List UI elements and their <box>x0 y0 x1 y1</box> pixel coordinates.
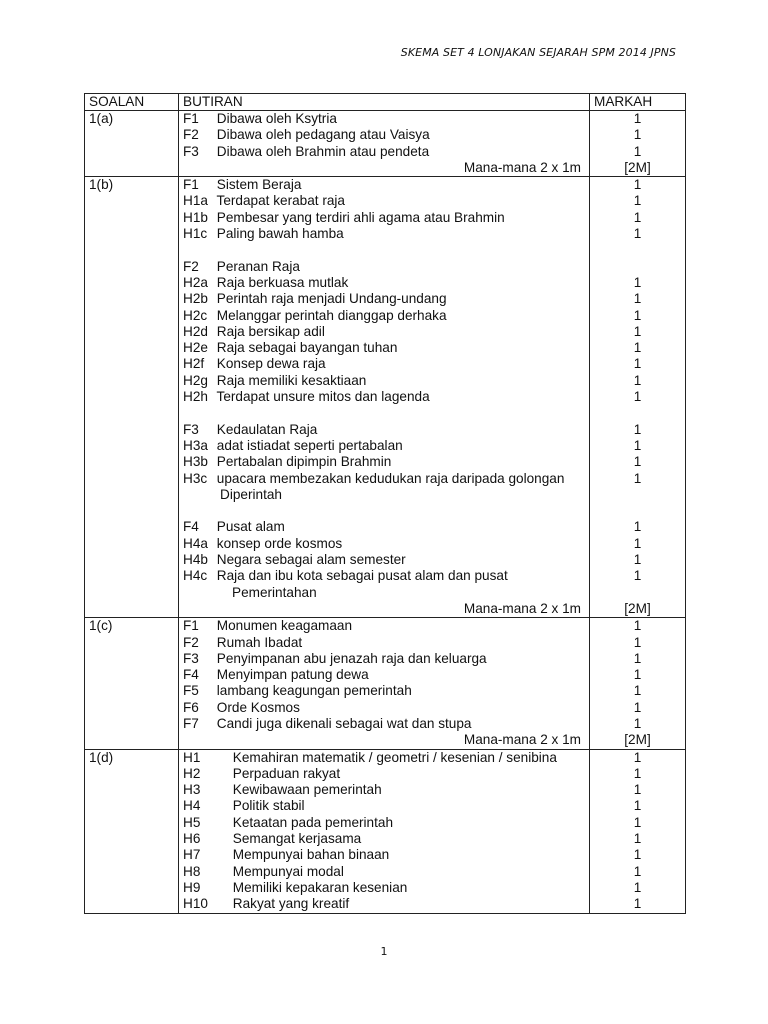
marks <box>590 618 686 749</box>
answer-line <box>183 896 585 912</box>
answer-code: F3 <box>183 421 199 437</box>
answer-text: Raja sebagai bayangan tuhan <box>216 340 398 356</box>
answer-code: F2 <box>183 127 199 143</box>
answer-code: H4 <box>183 798 201 814</box>
mark-value: 1 <box>633 552 642 568</box>
answer-line <box>183 618 585 634</box>
mark-value: 1 <box>633 356 642 372</box>
mark-value: 1 <box>633 454 642 470</box>
answer-text: Raja memiliki kesaktiaan <box>216 372 367 388</box>
total-mark: [2M] <box>624 732 651 748</box>
answer-code: H2b <box>183 291 208 307</box>
answer-text: Dibawa oleh Ksytria <box>216 111 337 126</box>
answer-code: F5 <box>183 683 199 699</box>
answer-line <box>183 815 585 831</box>
mark-value: 1 <box>633 847 642 863</box>
answer-code: H5 <box>183 814 201 830</box>
answer-code: H8 <box>183 863 201 879</box>
mark-value: 1 <box>633 340 642 356</box>
mark-value: 1 <box>633 782 642 798</box>
answer-details <box>179 111 590 177</box>
answer-line <box>183 864 585 880</box>
answer-code: F2 <box>183 258 199 274</box>
answer-line <box>183 291 585 307</box>
answer-details <box>179 177 590 618</box>
answer-text: Orde Kosmos <box>216 699 300 715</box>
answer-code: F2 <box>183 634 199 650</box>
mark-summary: Mana-mana 2 x 1m <box>463 732 581 748</box>
answer-line <box>183 275 585 291</box>
answer-text: konsep orde kosmos <box>216 535 343 551</box>
mark-value: 1 <box>633 437 642 453</box>
answer-code: H2e <box>183 340 208 356</box>
mark-value: 1 <box>633 634 642 650</box>
mark-value: 1 <box>633 274 642 290</box>
column-header-butiran: BUTIRAN <box>179 94 590 111</box>
answer-line <box>183 226 585 242</box>
answer-line <box>183 324 585 340</box>
mark-value: 1 <box>633 389 642 405</box>
answer-code: F4 <box>183 667 199 683</box>
answer-line <box>183 700 585 716</box>
answer-line <box>183 111 585 127</box>
answer-code: H2h <box>183 389 208 405</box>
answer-line <box>183 552 585 568</box>
total-mark: [2M] <box>624 600 651 616</box>
answer-text: Raja bersikap adil <box>216 323 325 339</box>
question-label: 1(a) <box>85 111 179 177</box>
mark-value: 1 <box>633 715 642 731</box>
answer-line <box>183 568 585 584</box>
marking-scheme-table <box>84 93 686 914</box>
answer-code: F3 <box>183 650 199 666</box>
answer-line <box>183 454 585 470</box>
answer-line <box>183 177 585 193</box>
answer-line <box>183 340 585 356</box>
answer-line <box>183 750 585 766</box>
answer-code: H2a <box>183 274 208 290</box>
mark-value: 1 <box>633 650 642 666</box>
answer-text: lambang keagungan pemerintah <box>216 683 412 699</box>
answer-text: Penyimpanan abu jenazah raja dan keluarga <box>216 650 487 666</box>
answer-code: H3c <box>183 470 208 486</box>
mark-summary: Mana-mana 2 x 1m <box>463 159 581 175</box>
question-row-1c <box>85 618 686 749</box>
answer-text: Kedaulatan Raja <box>216 421 318 437</box>
answer-code: H2d <box>183 323 208 339</box>
mark-value: 1 <box>633 291 642 307</box>
question-label: 1(d) <box>85 749 179 913</box>
mark-value: 1 <box>633 683 642 699</box>
table-header-row <box>85 94 686 111</box>
answer-code: F1 <box>183 177 199 193</box>
answer-text: Kewibawaan pemerintah <box>232 782 382 798</box>
answer-continuation: Diperintah <box>220 486 282 502</box>
mark-value: 1 <box>633 798 642 814</box>
answer-line <box>183 373 585 389</box>
answer-text: Raja dan ibu kota sebagai pusat alam dan pusat <box>216 568 508 584</box>
mark-value: 1 <box>633 143 642 159</box>
question-row-1a <box>85 111 686 177</box>
mark-value: 1 <box>633 177 642 193</box>
answer-line <box>183 127 585 143</box>
answer-text: Terdapat kerabat raja <box>216 193 345 209</box>
answer-code: H1 <box>183 749 201 765</box>
answer-details <box>179 749 590 913</box>
answer-line <box>183 880 585 896</box>
marks <box>590 749 686 913</box>
mark-value: 1 <box>633 765 642 781</box>
answer-line <box>183 683 585 699</box>
mark-value: 1 <box>633 618 642 634</box>
mark-value: 1 <box>633 307 642 323</box>
marks <box>590 177 686 618</box>
answer-code: H7 <box>183 847 201 863</box>
mark-value: 1 <box>633 193 642 209</box>
answer-line <box>183 651 585 667</box>
mark-value: 1 <box>633 879 642 895</box>
answer-code: H4c <box>183 568 208 584</box>
answer-text: Pertabalan dipimpin Brahmin <box>216 454 392 470</box>
mark-value: 1 <box>633 470 642 486</box>
column-header-markah: MARKAH <box>590 94 686 111</box>
answer-text: Memiliki kepakaran kesenian <box>232 879 408 895</box>
answer-code: H2g <box>183 372 208 388</box>
answer-code: H3b <box>183 454 208 470</box>
answer-code: H4a <box>183 535 208 551</box>
question-row-1d <box>85 749 686 913</box>
mark-summary: Mana-mana 2 x 1m <box>463 600 581 616</box>
mark-value: 1 <box>633 831 642 847</box>
question-label: 1(c) <box>85 618 179 749</box>
answer-line <box>183 438 585 454</box>
document-header: SKEMA SET 4 LONJAKAN SEJARAH SPM 2014 JPNS <box>400 46 676 59</box>
answer-code: F4 <box>183 519 199 535</box>
answer-text: Raja berkuasa mutlak <box>216 274 349 290</box>
answer-text: Rumah Ibadat <box>216 634 303 650</box>
answer-code: H10 <box>183 896 208 912</box>
answer-text: Monumen keagamaan <box>216 618 353 634</box>
answer-text: Negara sebagai alam semester <box>216 552 406 568</box>
answer-line <box>183 308 585 324</box>
answer-text: Terdapat unsure mitos dan lagenda <box>216 389 430 405</box>
mark-value: 1 <box>633 111 642 126</box>
answer-text: upacara membezakan kedudukan raja daripada golongan <box>216 470 565 486</box>
mark-value: 1 <box>633 421 642 437</box>
answer-line <box>183 766 585 782</box>
answer-text: Peranan Raja <box>216 258 300 274</box>
answer-code: H3a <box>183 437 208 453</box>
answer-details <box>179 618 590 749</box>
answer-line <box>183 259 585 275</box>
mark-value: 1 <box>633 863 642 879</box>
answer-text: adat istiadat seperti pertabalan <box>216 437 403 453</box>
answer-text: Paling bawah hamba <box>216 226 344 242</box>
answer-code: F6 <box>183 699 199 715</box>
answer-line <box>183 210 585 226</box>
mark-value: 1 <box>633 519 642 535</box>
answer-line <box>183 847 585 863</box>
answer-line <box>183 519 585 535</box>
answer-line <box>183 716 585 732</box>
answer-code: H2c <box>183 307 208 323</box>
answer-text: Perintah raja menjadi Undang-undang <box>216 291 447 307</box>
answer-code: H9 <box>183 879 201 895</box>
answer-line <box>183 635 585 651</box>
answer-line <box>183 471 585 487</box>
mark-value: 1 <box>633 749 642 765</box>
mark-value: 1 <box>633 814 642 830</box>
answer-text: Melanggar perintah dianggap derhaka <box>216 307 447 323</box>
answer-line <box>183 193 585 209</box>
answer-text: Candi juga dikenali sebagai wat dan stupa <box>216 715 472 731</box>
answer-code: H1c <box>183 226 208 242</box>
answer-code: H6 <box>183 831 201 847</box>
answer-code: H3 <box>183 782 201 798</box>
answer-code: H2 <box>183 765 201 781</box>
answer-code: F1 <box>183 111 199 126</box>
mark-value: 1 <box>633 209 642 225</box>
answer-line <box>183 422 585 438</box>
mark-value: 1 <box>633 699 642 715</box>
answer-code: H4b <box>183 552 208 568</box>
answer-code: H1b <box>183 209 208 225</box>
answer-code: F1 <box>183 618 199 634</box>
answer-continuation: Pemerintahan <box>232 584 317 600</box>
answer-line <box>183 389 585 405</box>
page-number: 1 <box>380 945 388 958</box>
answer-text: Pembesar yang terdiri ahli agama atau Brahmin <box>216 209 505 225</box>
answer-text: Semangat kerjasama <box>232 831 362 847</box>
answer-line <box>183 667 585 683</box>
answer-code: H1a <box>183 193 208 209</box>
answer-text: Dibawa oleh pedagang atau Vaisya <box>216 127 430 143</box>
mark-value: 1 <box>633 226 642 242</box>
answer-code: F3 <box>183 143 199 159</box>
marks <box>590 111 686 177</box>
answer-text: Politik stabil <box>232 798 305 814</box>
answer-line <box>183 144 585 160</box>
answer-text: Perpaduan rakyat <box>232 765 341 781</box>
answer-code: F7 <box>183 715 199 731</box>
answer-text: Menyimpan patung dewa <box>216 667 369 683</box>
answer-line <box>183 831 585 847</box>
answer-text: Konsep dewa raja <box>216 356 326 372</box>
answer-text: Pusat alam <box>216 519 285 535</box>
answer-text: Ketaatan pada pemerintah <box>232 814 394 830</box>
answer-text: Mempunyai bahan binaan <box>232 847 390 863</box>
answer-text: Rakyat yang kreatif <box>232 896 350 912</box>
answer-line <box>183 356 585 372</box>
mark-value: 1 <box>633 323 642 339</box>
mark-value: 1 <box>633 896 642 912</box>
question-row-1b <box>85 177 686 618</box>
mark-value: 1 <box>633 535 642 551</box>
answer-text: Kemahiran matematik / geometri / kesenian / senibina <box>232 749 557 765</box>
answer-line <box>183 798 585 814</box>
question-label: 1(b) <box>85 177 179 618</box>
mark-value: 1 <box>633 372 642 388</box>
column-header-soalan: SOALAN <box>85 94 179 111</box>
answer-text: Sistem Beraja <box>216 177 302 193</box>
mark-value: 1 <box>633 127 642 143</box>
mark-value <box>594 259 681 275</box>
answer-text: Dibawa oleh Brahmin atau pendeta <box>216 143 430 159</box>
answer-code: H2f <box>183 356 205 372</box>
answer-line <box>183 536 585 552</box>
mark-value: 1 <box>633 568 642 584</box>
answer-line <box>183 782 585 798</box>
total-mark: [2M] <box>624 159 651 175</box>
answer-text: Mempunyai modal <box>232 863 344 879</box>
mark-value: 1 <box>633 667 642 683</box>
